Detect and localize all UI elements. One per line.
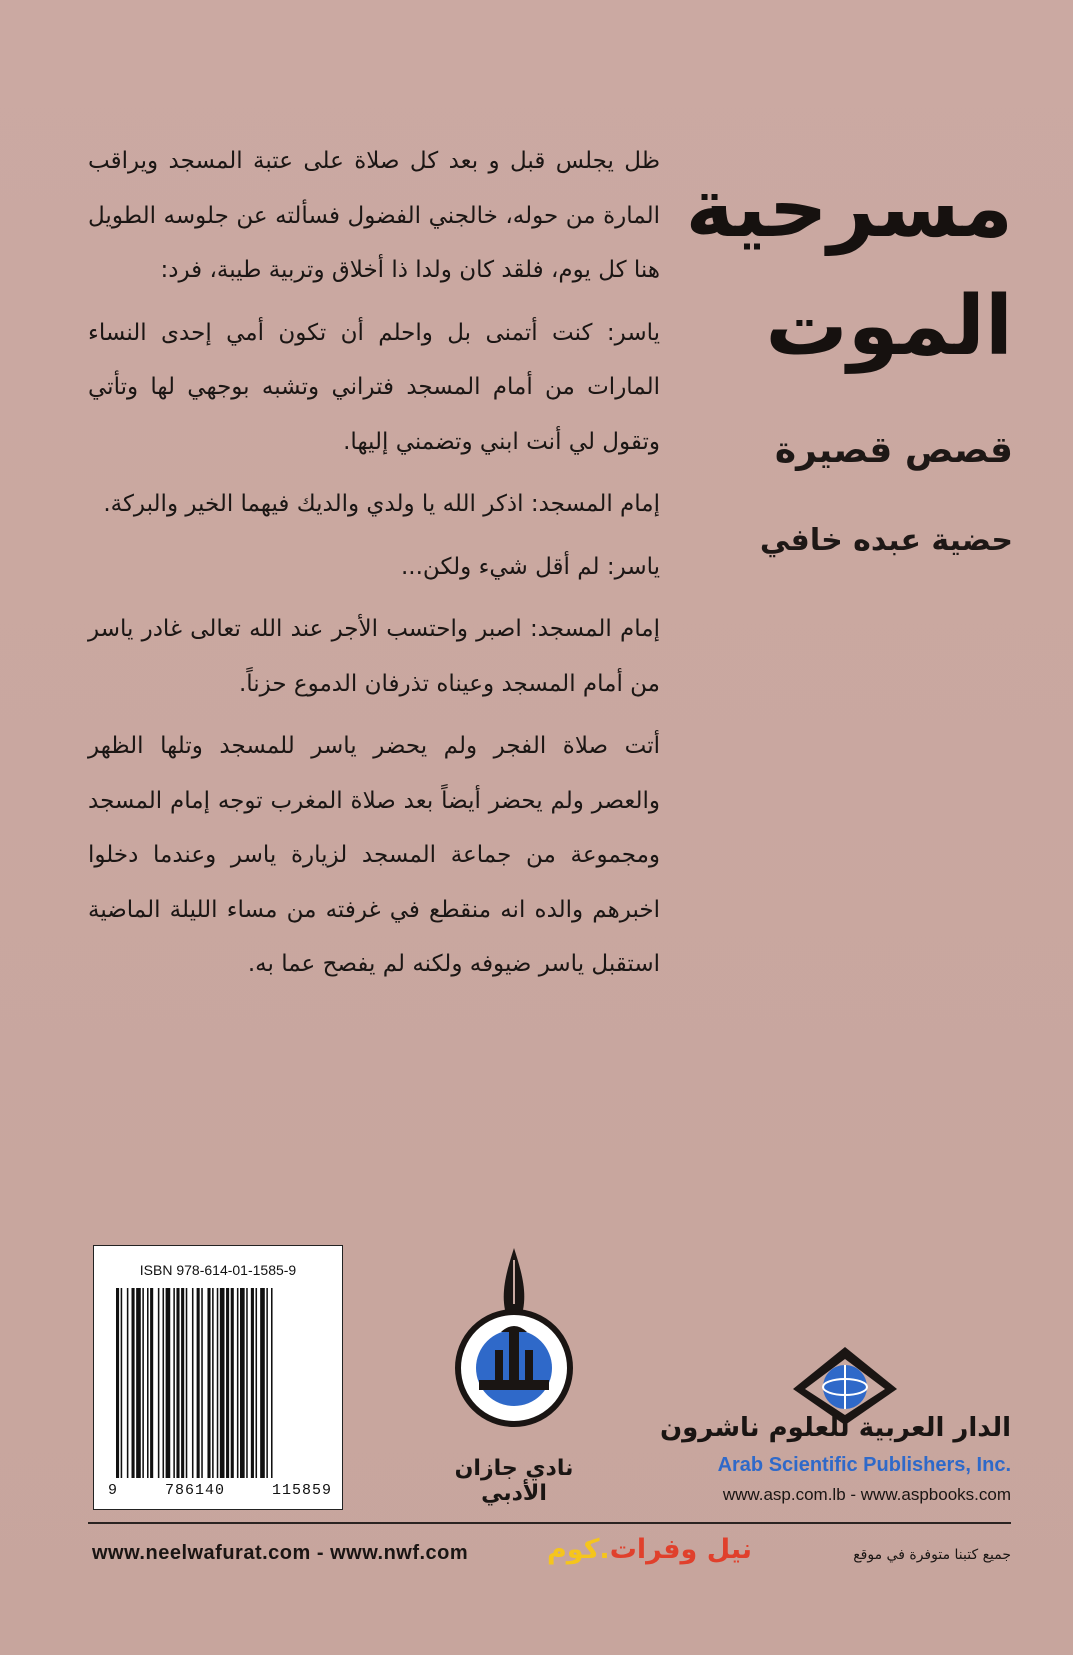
footer-urls: www.neelwafurat.com - www.nwf.com	[92, 1542, 469, 1564]
blurb-paragraph: ياسر: كنت أتمنى بل واحلم أن تكون أمي إحدى النساء المارات من أمام المسجد فتراني وتشبه بوجهي لها وتأتي وتقول لي أنت ابني وتضمني إليها.	[88, 319, 660, 455]
barcode-digits	[108, 1482, 332, 1499]
barcode-digit-group: 9	[108, 1482, 119, 1499]
blurb-paragraph: ظل يجلس قبل و بعد كل صلاة على عتبة المسجد ويراقب المارة من حوله، خالجني الفضول فسألته عن جلوسه الطويل هنا كل يوم، فلقد كان ولدا ذا أخلاق وتربية طيبة، فرد:	[88, 148, 660, 283]
neelwafurat-logo	[547, 1534, 752, 1565]
blurb-paragraph: ياسر: لم أقل شيء ولكن...	[401, 553, 660, 580]
pen-nib-seal-icon	[439, 1240, 589, 1450]
publisher-name-arabic: الدار العربية للعلوم ناشرون	[659, 1413, 1011, 1443]
club-name: نادي جازان الأدبي	[454, 1456, 574, 1506]
publisher-websites: www.asp.com.lb - www.aspbooks.com	[722, 1485, 1011, 1504]
club-logo	[438, 1240, 590, 1506]
blurb-paragraph: أتت صلاة الفجر ولم يحضر ياسر للمسجد وتلها الظهر والعصر ولم يحضر أيضاً بعد صلاة المغرب توجه إمام المسجد ومجموعة من جماعة المسجد لزيارة ياسر وعندما دخلوا اخبرهم والده انه منقطع في غرفته من مساء الليلة الماضية استقبل ياسر ضيوفه ولكنه لم يفصح عما به.	[88, 733, 660, 977]
barcode-icon	[116, 1288, 326, 1478]
barcode-digit-group: 786140	[164, 1482, 225, 1499]
book-subtitle: قصص قصيرة	[774, 430, 1013, 471]
isbn-barcode	[93, 1245, 343, 1510]
brand-text-part-2: .كوم	[547, 1534, 610, 1565]
blurb-paragraph: إمام المسجد: اصبر واحتسب الأجر عند الله تعالى غادر ياسر من أمام المسجد وعيناه تذرفان الدموع حزناً.	[88, 616, 660, 697]
author-name: حضية عبده خافي	[759, 523, 1013, 558]
barcode-digit-group: 115859	[271, 1482, 332, 1499]
publisher-name-english: Arab Scientific Publishers, Inc.	[717, 1454, 1011, 1476]
availability-note: جميع كتبنا متوفرة في موقع	[853, 1547, 1011, 1563]
footer	[92, 1534, 1011, 1572]
blurb-paragraph: إمام المسجد: اذكر الله يا ولدي والديك فيهما الخير والبركة.	[103, 491, 660, 517]
brand-text-part-1: نيل وفرات	[609, 1534, 752, 1565]
book-title-line-1: مسرحية	[685, 161, 1013, 256]
footer-divider	[88, 1522, 1011, 1524]
isbn-label: ISBN 978-614-01-1585-9	[139, 1262, 297, 1278]
title-block	[685, 150, 1013, 558]
book-title-line-2: الموت	[765, 279, 1013, 374]
blurb-text	[88, 134, 660, 1000]
